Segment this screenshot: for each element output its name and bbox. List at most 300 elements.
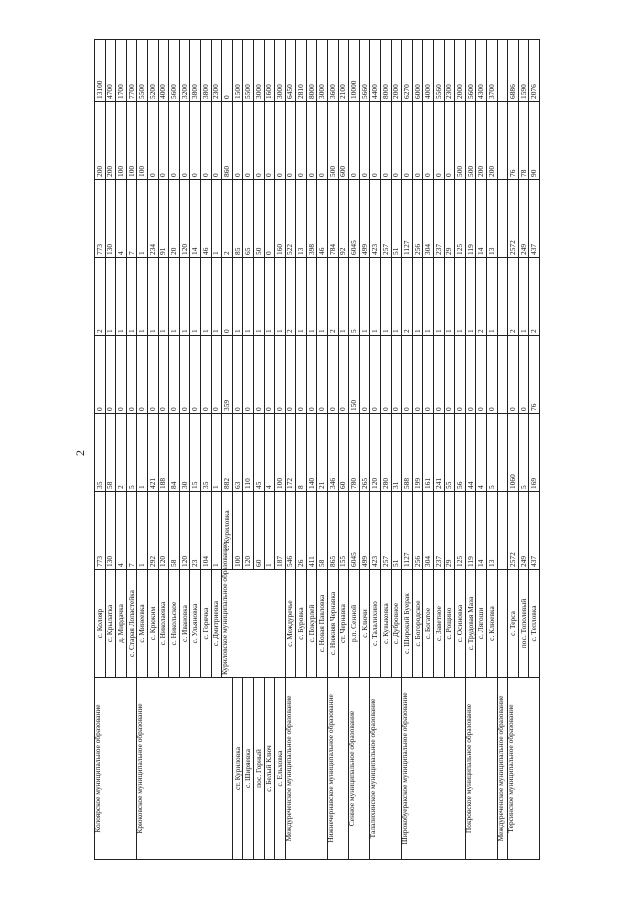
value-cell: 51 — [391, 180, 402, 258]
value-cell: 29 — [444, 492, 455, 570]
settlement-cell: с. Буровка — [296, 570, 307, 678]
value-cell: 130 — [105, 180, 116, 258]
settlement-cell: с. Ивановка — [179, 570, 190, 678]
value-cell: 2 — [508, 258, 519, 336]
table-row — [285, 40, 296, 860]
value-cell: 499 — [359, 492, 370, 570]
value-cell: 1 — [126, 258, 137, 336]
value-cell: 100 — [275, 414, 286, 492]
value-cell: 304 — [423, 180, 434, 258]
settlement-cell: пос. Горный — [253, 678, 264, 860]
value-cell: 0 — [296, 102, 307, 180]
value-cell — [497, 336, 508, 414]
value-cell: 0 — [306, 102, 317, 180]
value-cell: 0 — [338, 336, 349, 414]
value-cell: 85 — [232, 180, 243, 258]
settlement-cell: с. Крюким — [147, 570, 158, 678]
value-cell: 2 — [529, 258, 540, 336]
value-cell — [497, 40, 508, 102]
value-cell: 120 — [158, 492, 169, 570]
value-cell: 0 — [211, 102, 222, 180]
value-cell: 1 — [137, 414, 148, 492]
value-cell: 3800 — [200, 40, 211, 102]
value-cell: 0 — [179, 336, 190, 414]
value-cell: 5660 — [359, 40, 370, 102]
value-cell: 65 — [243, 180, 254, 258]
value-cell: 0 — [105, 336, 116, 414]
value-cell: 8000 — [306, 40, 317, 102]
value-cell: 4400 — [370, 40, 381, 102]
value-cell: 780 — [349, 414, 360, 492]
value-cell: 237 — [434, 180, 445, 258]
municipality-cell: Куриловское муниципальное образование — [222, 570, 286, 678]
settlement-cell: с. Минеевка — [137, 570, 148, 678]
table-row — [328, 40, 339, 860]
value-cell: 280 — [381, 414, 392, 492]
value-cell: 200 — [476, 102, 487, 180]
table-row — [253, 40, 264, 860]
value-cell: 4700 — [105, 40, 116, 102]
value-cell: 1 — [137, 258, 148, 336]
value-cell: 120 — [179, 180, 190, 258]
value-cell: 588 — [402, 414, 413, 492]
value-cell: 119 — [465, 492, 476, 570]
value-cell: 56 — [455, 414, 466, 492]
value-cell: 1 — [264, 492, 275, 570]
value-cell: 1 — [190, 258, 201, 336]
settlement-cell: с. Крылатка — [105, 570, 116, 678]
value-cell: 0 — [370, 336, 381, 414]
value-cell: 6886 — [508, 40, 519, 102]
value-cell: 0 — [95, 336, 106, 414]
value-cell: 21 — [317, 414, 328, 492]
value-cell: 1 — [243, 258, 254, 336]
value-cell: 0 — [275, 336, 286, 414]
value-cell: 4 — [476, 414, 487, 492]
value-cell: 500 — [455, 102, 466, 180]
value-cell: 1 — [147, 258, 158, 336]
value-cell: 0 — [317, 102, 328, 180]
value-cell: 0 — [243, 102, 254, 180]
settlement-cell: с. Ключи — [359, 570, 370, 678]
value-cell: 0 — [296, 336, 307, 414]
value-cell: 0 — [455, 336, 466, 414]
value-cell: 188 — [158, 414, 169, 492]
value-cell: 0 — [486, 336, 497, 414]
settlement-cell: с. Терса — [508, 570, 519, 678]
value-cell: 0 — [391, 102, 402, 180]
value-cell: 130 — [105, 492, 116, 570]
value-cell: 499 — [359, 180, 370, 258]
value-cell: 50 — [253, 180, 264, 258]
value-cell: 0 — [328, 336, 339, 414]
value-cell: 0 — [402, 102, 413, 180]
value-cell: 5 — [486, 414, 497, 492]
value-cell: 0 — [391, 336, 402, 414]
value-cell: 155 — [338, 492, 349, 570]
value-cell: 1 — [465, 258, 476, 336]
value-cell: 1 — [306, 258, 317, 336]
value-cell: 0 — [169, 102, 180, 180]
settlement-cell: с. Николаевка — [158, 570, 169, 678]
value-cell: 29 — [444, 180, 455, 258]
value-cell: 0 — [126, 336, 137, 414]
value-cell: 100 — [126, 102, 137, 180]
value-cell: 14 — [190, 180, 201, 258]
municipality-cell: Колоярское муниципальное образование — [95, 678, 137, 860]
value-cell: 0 — [444, 102, 455, 180]
value-cell: 2300 — [444, 40, 455, 102]
value-cell: 2 — [222, 180, 233, 258]
value-cell: 0 — [147, 102, 158, 180]
value-cell: 0 — [253, 336, 264, 414]
value-cell: 1127 — [402, 492, 413, 570]
value-cell: 104 — [200, 492, 211, 570]
value-cell: 0 — [285, 102, 296, 180]
value-cell: 23 — [190, 492, 201, 570]
value-cell: 1 — [518, 258, 529, 336]
value-cell: 421 — [147, 414, 158, 492]
value-cell: 100 — [232, 492, 243, 570]
value-cell: 58 — [317, 492, 328, 570]
value-cell: 1 — [211, 414, 222, 492]
value-cell: 0 — [518, 336, 529, 414]
value-cell: 411 — [306, 492, 317, 570]
value-cell: 4000 — [158, 40, 169, 102]
value-cell: 0 — [211, 336, 222, 414]
value-cell: 5200 — [147, 40, 158, 102]
value-cell: 1 — [296, 258, 307, 336]
value-cell: 0 — [381, 102, 392, 180]
value-cell: 76 — [529, 336, 540, 414]
value-cell: 257 — [381, 180, 392, 258]
value-cell: 0 — [423, 102, 434, 180]
value-cell: 45 — [253, 414, 264, 492]
value-cell: 265 — [359, 414, 370, 492]
value-cell: 8000 — [381, 40, 392, 102]
value-cell: 200 — [105, 102, 116, 180]
value-cell: 13100 — [95, 40, 106, 102]
value-cell: 600 — [338, 102, 349, 180]
value-cell: 1 — [370, 258, 381, 336]
value-cell: 3600 — [328, 40, 339, 102]
value-cell: 256 — [412, 492, 423, 570]
value-cell: 2 — [402, 258, 413, 336]
table-row — [264, 40, 275, 860]
settlement-cell: с. Талалихино — [370, 570, 381, 678]
table-row — [508, 40, 519, 860]
value-cell: 860 — [222, 102, 233, 180]
value-cell: 437 — [529, 180, 540, 258]
value-cell: 0 — [381, 336, 392, 414]
value-cell: 1 — [211, 180, 222, 258]
table-row — [243, 40, 254, 860]
settlement-cell: с. Дмитриевка — [211, 570, 222, 678]
value-cell: 1 — [137, 492, 148, 570]
value-cell: 0 — [232, 336, 243, 414]
value-cell: 51 — [391, 492, 402, 570]
value-cell: 256 — [412, 180, 423, 258]
municipality-cell: Междуреченское муниципальное образование — [497, 678, 508, 860]
value-cell: 169 — [529, 414, 540, 492]
value-cell: 8 — [296, 414, 307, 492]
value-cell: 44 — [465, 414, 476, 492]
municipality-cell: Талалихинское муниципальное образование — [370, 678, 402, 860]
value-cell: 91 — [158, 180, 169, 258]
value-cell: 120 — [370, 414, 381, 492]
value-cell: 292 — [147, 492, 158, 570]
settlement-cell: с. Богатое — [423, 570, 434, 678]
municipality-cell: Нижнечернавское муниципальное образование — [328, 678, 349, 860]
settlement-cell: д. Мирдачка — [116, 570, 127, 678]
value-cell: 2076 — [529, 40, 540, 102]
value-cell: 0 — [190, 336, 201, 414]
value-cell: 4 — [116, 180, 127, 258]
settlement-cell: с. Трудовая Маза — [465, 570, 476, 678]
value-cell: 0 — [147, 336, 158, 414]
value-cell: 2 — [476, 258, 487, 336]
value-cell: 3800 — [190, 40, 201, 102]
value-cell: 3200 — [179, 40, 190, 102]
value-cell: 0 — [158, 336, 169, 414]
value-cell: 398 — [306, 180, 317, 258]
value-cell: 2100 — [338, 40, 349, 102]
value-cell: 58 — [169, 492, 180, 570]
value-cell: 4000 — [423, 40, 434, 102]
value-cell: 1 — [275, 258, 286, 336]
settlement-cell: с. Ельховка — [275, 678, 286, 860]
value-cell: 1 — [200, 258, 211, 336]
value-cell: 1 — [158, 258, 169, 336]
value-cell: 14 — [476, 180, 487, 258]
settlement-cell: с. Богородское — [412, 570, 423, 678]
value-cell: 6045 — [349, 492, 360, 570]
value-cell: 55 — [444, 414, 455, 492]
value-cell: 0 — [423, 336, 434, 414]
value-cell: 58 — [105, 414, 116, 492]
municipality-cell: Широкобуеракское муниципальное образование — [402, 678, 466, 860]
value-cell: 1 — [105, 258, 116, 336]
value-cell: 26 — [296, 492, 307, 570]
value-cell: 5560 — [434, 40, 445, 102]
settlement-cell: ст. Чернавка — [338, 570, 349, 678]
settlement-cell: с. Междуречье — [285, 570, 296, 678]
value-cell: 1127 — [402, 180, 413, 258]
value-cell: 0 — [434, 102, 445, 180]
value-cell: 0 — [359, 336, 370, 414]
value-cell: 3700 — [486, 40, 497, 102]
value-cell: 0 — [253, 102, 264, 180]
value-cell: 0 — [306, 336, 317, 414]
value-cell: 60 — [253, 492, 264, 570]
value-cell: 1 — [169, 258, 180, 336]
value-cell: 7 — [126, 492, 137, 570]
value-cell: 423 — [370, 492, 381, 570]
value-cell: 46 — [200, 180, 211, 258]
value-cell: 1 — [211, 492, 222, 570]
value-cell: 359 — [222, 336, 233, 414]
value-cell: 125 — [455, 492, 466, 570]
value-cell: 522 — [285, 180, 296, 258]
value-cell: 1 — [137, 180, 148, 258]
value-cell: 119 — [465, 180, 476, 258]
value-cell: 0 — [434, 336, 445, 414]
settlement-cell: ст. Куриловка — [232, 678, 243, 860]
value-cell: 0 — [190, 102, 201, 180]
value-cell: 0 — [402, 336, 413, 414]
value-cell: 0 — [275, 102, 286, 180]
value-cell: 6000 — [412, 40, 423, 102]
settlement-cell: р.п. Сенной — [349, 570, 360, 678]
value-cell: 10000 — [349, 40, 360, 102]
value-cell: 773 — [95, 180, 106, 258]
value-cell: 7 — [126, 180, 137, 258]
table-row — [349, 40, 360, 860]
value-cell: 120 — [243, 492, 254, 570]
value-cell: 199 — [412, 414, 423, 492]
value-cell: 1 — [391, 258, 402, 336]
value-cell: 0 — [222, 40, 233, 102]
value-cell: 2 — [95, 258, 106, 336]
settlement-cell: с. Колояр — [95, 570, 106, 678]
settlement-cell: с. Осиновка — [455, 570, 466, 678]
table-row — [232, 40, 243, 860]
value-cell: 0 — [264, 180, 275, 258]
value-cell: 3000 — [275, 40, 286, 102]
municipality-cell: Сенное муниципальное образование — [349, 678, 370, 860]
value-cell: 0 — [137, 336, 148, 414]
value-cell: 234 — [147, 180, 158, 258]
value-cell: 0 — [285, 336, 296, 414]
value-cell: 160 — [275, 180, 286, 258]
value-cell: 0 — [349, 102, 360, 180]
value-cell: 31 — [391, 414, 402, 492]
settlement-cell: с. Кувыковка — [381, 570, 392, 678]
settlement-cell: с. Горячка — [200, 570, 211, 678]
rotated-page — [94, 40, 540, 860]
value-cell: 5500 — [243, 40, 254, 102]
value-cell — [497, 258, 508, 336]
settlement-cell: с. Куриловка — [222, 492, 233, 570]
value-cell: 78 — [518, 102, 529, 180]
value-cell: 346 — [328, 414, 339, 492]
table-row — [370, 40, 381, 860]
settlements-table — [94, 39, 540, 860]
value-cell: 257 — [381, 492, 392, 570]
value-cell: 0 — [264, 102, 275, 180]
settlement-cell: с. Ульяновка — [190, 570, 201, 678]
value-cell: 0 — [222, 258, 233, 336]
value-cell: 1 — [444, 258, 455, 336]
table-body — [95, 40, 540, 860]
value-cell: 5 — [518, 414, 529, 492]
value-cell: 1 — [412, 258, 423, 336]
settlement-cell: с. Нижняя Чернавка — [328, 570, 339, 678]
value-cell: 0 — [169, 336, 180, 414]
value-cell: 1700 — [116, 40, 127, 102]
settlement-cell: с. Старая Лопастейка — [126, 570, 137, 678]
value-cell: 0 — [476, 336, 487, 414]
settlement-cell: с. Дубровное — [391, 570, 402, 678]
value-cell: 1590 — [518, 40, 529, 102]
value-cell: 1 — [338, 258, 349, 336]
value-cell: 76 — [508, 102, 519, 180]
value-cell: 1 — [455, 258, 466, 336]
settlement-cell: с. Белый Ключ — [264, 678, 275, 860]
value-cell: 0 — [158, 102, 169, 180]
value-cell: 0 — [465, 336, 476, 414]
value-cell: 13 — [486, 492, 497, 570]
value-cell: 20 — [169, 180, 180, 258]
value-cell: 200 — [95, 102, 106, 180]
value-cell: 0 — [200, 102, 211, 180]
value-cell: 0 — [243, 336, 254, 414]
value-cell: 784 — [328, 180, 339, 258]
value-cell: 1 — [359, 258, 370, 336]
settlement-cell: с. Клюевка — [486, 570, 497, 678]
value-cell: 172 — [285, 414, 296, 492]
value-cell: 200 — [486, 102, 497, 180]
value-cell — [497, 414, 508, 492]
value-cell: 1 — [253, 258, 264, 336]
value-cell: 90 — [529, 102, 540, 180]
value-cell: 150 — [349, 336, 360, 414]
value-cell: 2572 — [508, 180, 519, 258]
value-cell: 30 — [179, 414, 190, 492]
value-cell: 249 — [518, 492, 529, 570]
value-cell: 2000 — [391, 40, 402, 102]
table-row — [137, 40, 148, 860]
value-cell: 5600 — [169, 40, 180, 102]
value-cell: 4300 — [476, 40, 487, 102]
value-cell: 1060 — [508, 414, 519, 492]
value-cell: 1 — [317, 258, 328, 336]
value-cell: 7700 — [126, 40, 137, 102]
value-cell: 1 — [179, 258, 190, 336]
value-cell — [497, 180, 508, 258]
value-cell: 241 — [434, 414, 445, 492]
value-cell: 6270 — [402, 40, 413, 102]
value-cell: 500 — [328, 102, 339, 180]
table-row — [402, 40, 413, 860]
settlement-cell: с. Ширяевка — [243, 678, 254, 860]
value-cell: 0 — [412, 336, 423, 414]
value-cell: 546 — [285, 492, 296, 570]
value-cell: 5 — [349, 258, 360, 336]
value-cell — [497, 492, 508, 570]
value-cell: 437 — [529, 492, 540, 570]
value-cell: 1 — [381, 258, 392, 336]
value-cell: 140 — [306, 414, 317, 492]
value-cell: 13 — [486, 180, 497, 258]
municipality-cell: Покровское муниципальное образование — [465, 678, 497, 860]
value-cell: 237 — [434, 492, 445, 570]
value-cell: 60 — [338, 414, 349, 492]
value-cell: 773 — [95, 492, 106, 570]
value-cell: 84 — [169, 414, 180, 492]
value-cell: 2 — [328, 258, 339, 336]
value-cell: 35 — [95, 414, 106, 492]
settlement-cell — [497, 570, 508, 678]
value-cell: 2000 — [455, 40, 466, 102]
value-cell: 0 — [116, 336, 127, 414]
table-row — [465, 40, 476, 860]
value-cell: 15 — [190, 414, 201, 492]
value-cell: 187 — [275, 492, 286, 570]
settlement-cell: с. Покурлей — [306, 570, 317, 678]
value-cell: 423 — [370, 180, 381, 258]
value-cell: 1 — [423, 258, 434, 336]
